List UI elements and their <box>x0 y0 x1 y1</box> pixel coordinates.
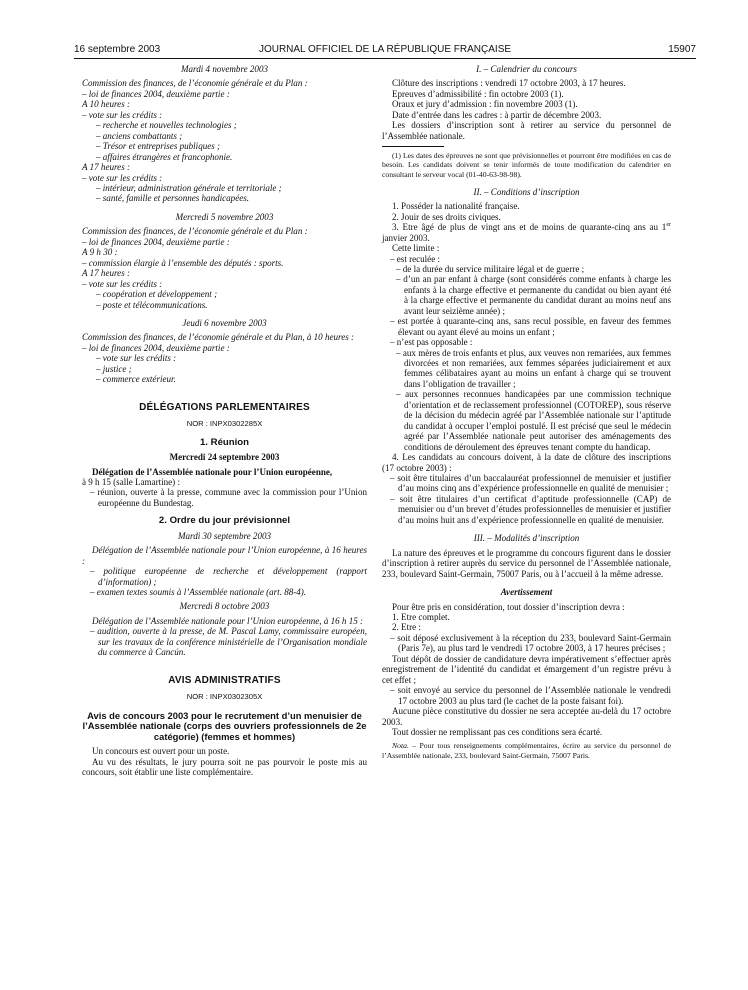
right-column <box>382 64 671 760</box>
warning-item: – soit envoyé au service du personnel de l’Assemblée nationale le vendredi 17 octobre 2003 au plus tard (le cachet de la poste faisant foi). <box>390 685 671 706</box>
section-title: II. – Conditions d’inscription <box>473 186 580 197</box>
calendar-line: Oraux et jury d’admission : fin novembre 2003 (1). <box>392 99 578 110</box>
header-rule <box>74 58 696 59</box>
header-title: JOURNAL OFFICIEL DE LA RÉPUBLIQUE FRANÇAISE <box>258 44 512 55</box>
session-date: Mercredi 8 octobre 2003 <box>179 601 270 612</box>
condition-item: – soit être titulaires d’un baccalauréat professionnel de menuisier et justifier d’au moins cinq ans d’expérience professionnelle en qualité de menuisier ; <box>390 473 671 494</box>
commission-line: Commission des finances, de l’économie générale et du Plan : <box>82 226 308 237</box>
warning-paragraph: Tout dossier ne remplissant pas ces conditions sera écarté. <box>392 726 603 737</box>
warning-paragraph: Pour être pris en considération, tout dossier d’inscription devra : <box>392 601 625 612</box>
header-page-number: 15907 <box>668 44 696 55</box>
condition-subitem: – aux personnes reconnues handicapées par une commission technique d’orientation et de reclassement professionnel (COTOREP), sous réserve de la décision du médecin agréé par l’Assemblée nationale sur l’aptitude du candidat à occuper l’emploi postulé. Il est précisé que seul le médecin agréé par l’Assemblée nationale peut autoriser des aménagements des conditions de déroulement des épreuves tenant compte du handicap. <box>396 389 671 452</box>
warning-line: 1. Etre complet. <box>392 612 450 622</box>
agenda-item: – vote sur les crédits : <box>82 172 163 183</box>
session-date: Mercredi 24 septembre 2003 <box>169 452 280 463</box>
agenda-item: – audition, ouverte à la presse, de M. Pascal Lamy, commissaire européen, sur les travaux de la conférence ministérielle de l’Organisation mondiale du commerce à Cancún. <box>90 626 367 658</box>
condition-superscript: er <box>666 222 671 229</box>
agenda-time: à 9 h 15 (salle Lamartine) : <box>82 476 180 487</box>
subsection-title: 2. Ordre du jour prévisionnel <box>158 515 291 527</box>
delegation-line: Délégation de l’Assemblée nationale pour l’Union européenne, à 16 h 15 : <box>92 615 364 626</box>
agenda-subitem: – commerce extérieur. <box>96 374 176 385</box>
agenda-item: – commission élargie à l’ensemble des députés : sports. <box>82 257 284 268</box>
footnote-rule <box>382 146 444 147</box>
nota-note <box>382 741 671 759</box>
agenda-subitem: – Trésor et entreprises publiques ; <box>96 141 221 152</box>
condition-line: 4. Les candidats au concours doivent, à la date de clôture des inscriptions (17 octobre 2003) : <box>382 452 671 473</box>
agenda-subitem: – affaires étrangères et francophonie. <box>96 151 233 162</box>
condition-text: 3. Etre âgé de plus de vingt ans et de moins de quarante-cinq ans au 1 <box>392 222 667 233</box>
agenda-time: A 9 h 30 : <box>82 247 118 258</box>
agenda-subitem: – justice ; <box>96 363 132 374</box>
agenda-item: – examen textes soumis à l’Assemblée nationale (art. 88-4). <box>90 587 307 598</box>
calendar-line: Epreuves d’admissibilité : fin octobre 2003 (1). <box>392 88 564 99</box>
condition-line: 2. Jouir de ses droits civiques. <box>392 211 501 222</box>
warning-item: – soit déposé exclusivement à la réception du 233, boulevard Saint-Germain (Paris 7e), au plus tard le vendredi 17 octobre 2003, à 17 heures précises ; <box>390 632 671 654</box>
condition-subitem: – de la durée du service militaire légal et de guerre ; <box>396 263 585 274</box>
agenda-subitem: – poste et télécommunications. <box>96 299 208 310</box>
agenda-item: – loi de finances 2004, deuxième partie : <box>82 236 230 247</box>
agenda-item: – vote sur les crédits : <box>82 278 163 289</box>
condition-subitem: – aux mères de trois enfants et plus, aux veuves non remariées, aux femmes divorcées et non remariées, aux femmes séparées judiciairement et aux femmes célibataires ayant au moins un enfant à charge qui se trouvent dans l’obligation de travailler ; <box>396 347 671 389</box>
calendar-line: Date d’entrée dans les cadres : à partir de décembre 2003. <box>392 109 602 120</box>
agenda-item: – loi de finances 2004, deuxième partie : <box>82 342 230 353</box>
condition-item: – n’est pas opposable : <box>390 337 473 348</box>
modalites-paragraph: La nature des épreuves et le programme du concours figurent dans le dossier d’inscription à retirer auprès du service du personnel de l’Assemblée nationale, 233, boulevard Saint-Germain, 75007 Paris, ou à l’accueil à la même adresse. <box>382 547 671 579</box>
agenda-time: A 17 heures : <box>82 162 130 173</box>
condition-line: Cette limite : <box>392 243 440 254</box>
notice-title: Avis de concours 2003 pour le recrutement d’un menuisier de l’Assemblée nationale (corps des ouvriers professionnels de 2e catégorie) (femmes et hommes) <box>82 709 367 742</box>
section-title: I. – Calendrier du concours <box>476 64 577 74</box>
session-date: Mercredi 5 novembre 2003 <box>175 211 274 222</box>
commission-line: Commission des finances, de l’économie générale et du Plan, à 10 heures : <box>82 332 355 343</box>
condition-item: – soit être titulaires d’un certificat d’aptitude professionnelle (CAP) de menuisier ou d’un brevet d’études professionnelles de menuisier et justifier d’au moins huit ans d’expérience professionnelle en qualité de menuisier. <box>390 493 671 525</box>
agenda-item: – réunion, ouverte à la presse, commune avec la commission pour l’Union européenne du Bundestag. <box>90 487 367 508</box>
condition-text: janvier 2003. <box>382 232 430 243</box>
condition-line: 1. Posséder la nationalité française. <box>392 201 520 212</box>
agenda-item: – loi de finances 2004, deuxième partie : <box>82 88 230 99</box>
warning-line: 2. Etre : <box>392 622 421 633</box>
session-date: Mardi 30 septembre 2003 <box>177 530 272 541</box>
section-heading: AVIS ADMINISTRATIFS <box>168 674 281 686</box>
session-date: Jeudi 6 novembre 2003 <box>182 317 267 328</box>
agenda-subitem: – anciens combattants ; <box>96 130 183 141</box>
notice-paragraph: Un concours est ouvert pour un poste. <box>92 746 230 757</box>
condition-item: – est portée à quarante-cinq ans, sans recul possible, en faveur des femmes élevant ou ayant élevé au moins un enfant ; <box>390 316 671 337</box>
condition-item: – est reculée : <box>390 253 440 264</box>
agenda-subitem: – recherche et nouvelles technologies ; <box>96 120 237 131</box>
condition-subitem: – d’un an par enfant à charge (sont considérés comme enfants à charge les enfants à la charge effective et permanente du candidat ou bien ayant été à la charge effective et permanente du candidat durant au moins neuf ans avant leur seizième année) ; <box>396 274 671 316</box>
agenda-subitem: – santé, famille et personnes handicapées. <box>96 193 250 204</box>
calendar-line: Clôture des inscriptions : vendredi 17 octobre 2003, à 17 heures. <box>392 78 626 89</box>
nor-reference: NOR : INPX0302305X <box>186 692 263 702</box>
warning-paragraph: Aucune pièce constitutive du dossier ne sera acceptée au-delà du 17 octobre 2003. <box>382 706 671 727</box>
calendar-dossier: Les dossiers d’inscription sont à retirer au service du personnel de l’Assemblée nationale. <box>382 120 671 141</box>
notice-paragraph: Au vu des résultats, le jury pourra soit ne pas pourvoir le poste mis au concours, soit établir une liste complémentaire. <box>82 756 367 778</box>
delegation-line: Délégation de l’Assemblée nationale pour l’Union européenne, à 16 heures : <box>82 545 367 566</box>
commission-line: Commission des finances, de l’économie générale et du Plan : <box>82 78 308 89</box>
footnote: (1) Les dates des épreuves ne sont que prévisionnelles et pourront être modifiées en cas de besoin. Les candidats doivent se tenir informés de toute modification du calendrier en consultant le serveur vocal (01-40-63-98-98). <box>382 151 671 179</box>
agenda-subitem: – coopération et développement ; <box>96 289 218 300</box>
warning-paragraph: Tout dépôt de dossier de candidature devra impérativement s’effectuer après enregistrement de l’identité du candidat et émargement d’un registre prévu à cet effet ; <box>382 653 671 685</box>
agenda-subitem: – vote sur les crédits : <box>96 353 177 364</box>
agenda-item: – vote sur les crédits : <box>82 109 163 120</box>
condition-line <box>382 222 671 243</box>
subsection-title: 1. Réunion <box>199 436 250 448</box>
delegation-line: Délégation de l’Assemblée nationale pour l’Union européenne, <box>92 466 333 477</box>
agenda-item: – politique européenne de recherche et développement (rapport d’information) ; <box>90 566 367 587</box>
page-header <box>74 44 696 58</box>
left-column <box>82 64 367 778</box>
nota-text: – Pour tous renseignements complémentaires, écrire au service du personnel de l’Assemblée nationale, 233, boulevard Saint-Germain, 75007 Paris. <box>382 741 671 760</box>
session-date: Mardi 4 novembre 2003 <box>180 64 269 74</box>
section-heading: DÉLÉGATIONS PARLEMENTAIRES <box>139 401 310 413</box>
header-date: 16 septembre 2003 <box>74 44 161 55</box>
nota-label: Nota. <box>392 741 409 751</box>
warning-title: Avertissement <box>500 587 553 598</box>
agenda-subitem: – intérieur, administration générale et territoriale ; <box>96 182 282 193</box>
agenda-time: A 10 heures : <box>82 99 130 110</box>
section-title: III. – Modalités d’inscription <box>473 533 580 544</box>
agenda-time: A 17 heures : <box>82 268 130 279</box>
nor-reference: NOR : INPX0302285X <box>186 419 263 429</box>
